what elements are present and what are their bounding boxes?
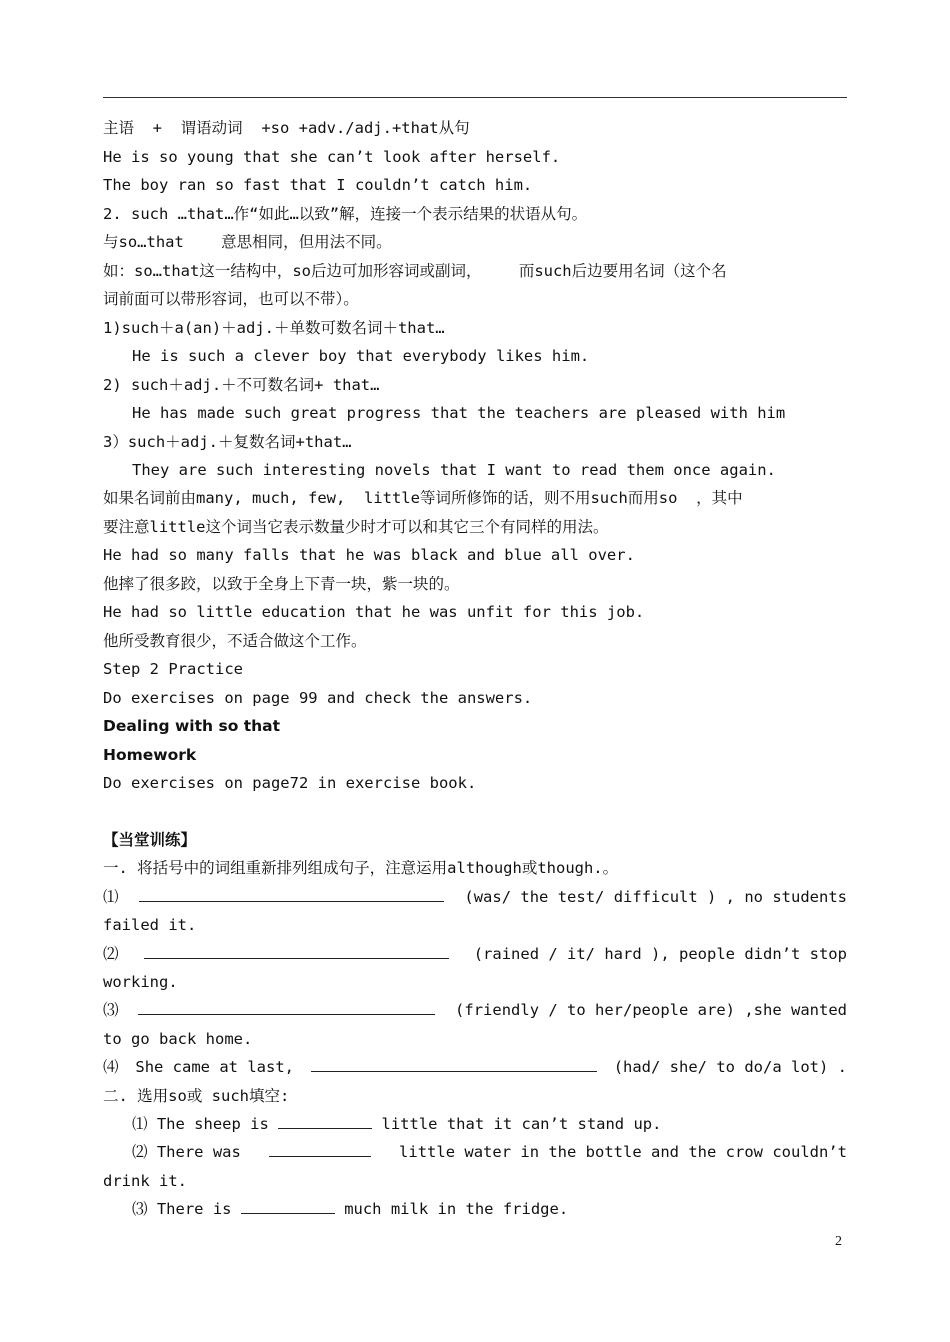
step-heading: Step 2 Practice <box>103 660 243 678</box>
translation-text: 他摔了很多跤，以致于全身上下青一块，紫一块的。 <box>103 575 460 593</box>
item-text: little water in the bottle and the crow couldn’t <box>399 1143 847 1161</box>
rule-text: 如：so…that这一结构中，so后边可加形容词或副词， 而such后边要用名词（这个名 <box>103 262 727 280</box>
item-number: ⑶ <box>103 1001 119 1019</box>
item-text: little that it can’t stand up. <box>381 1115 662 1133</box>
item-text: ⑵ There was <box>132 1143 241 1161</box>
example-sentence: He is such a clever boy that everybody likes him. <box>132 347 590 365</box>
pattern-line: 3）such＋adj.＋复数名词+that… <box>103 433 352 451</box>
rule-text: 词前面可以带形容词，也可以不带）。 <box>103 290 359 308</box>
item-text: (had/ she/ to do/a lot) . <box>613 1058 847 1076</box>
answer-blank[interactable] <box>139 887 444 902</box>
exercise-2-item-3 <box>132 1199 847 1219</box>
rule-text: 如果名词前由many, much, few, little等词所修饰的话，则不用such而用so ，其中 <box>103 489 743 507</box>
item-continuation: to go back home. <box>103 1030 253 1048</box>
homework-text: Do exercises on page72 in exercise book. <box>103 774 477 792</box>
exercise-1-item-4 <box>103 1057 847 1077</box>
example-sentence: The boy ran so fast that I couldn’t catch him. <box>103 176 533 194</box>
homework-heading: Homework <box>103 746 197 764</box>
item-text: (rained / it/ hard ), people didn’t stop <box>473 945 847 963</box>
exercise-1-item-1 <box>103 887 847 907</box>
practice-heading: 【当堂训练】 <box>103 831 197 849</box>
formula-line: 主语 + 谓语动词 +so +adv./adj.+that从句 <box>103 119 470 137</box>
item-text: ⑴ The sheep is <box>132 1115 269 1133</box>
translation-text: 他所受教育很少，不适合做这个工作。 <box>103 632 367 650</box>
item-number: ⑴ <box>103 888 119 906</box>
pattern-line: 1)such＋a(an)＋adj.＋单数可数名词＋that… <box>103 319 445 337</box>
answer-blank[interactable] <box>241 1199 335 1214</box>
item-number: ⑷ <box>103 1058 119 1076</box>
example-sentence: He is so young that she can’t look after herself. <box>103 148 561 166</box>
exercise-2-item-2 <box>132 1142 847 1162</box>
page-number: 2 <box>835 1234 842 1249</box>
item-continuation: failed it. <box>103 916 197 934</box>
item-continuation: drink it. <box>103 1172 187 1190</box>
example-sentence: He has made such great progress that the teachers are pleased with him <box>132 404 786 422</box>
exercise-2-title: 二. 选用so或 such填空: <box>103 1087 290 1105</box>
answer-blank[interactable] <box>311 1057 597 1072</box>
exercise-1-title: 一. 将括号中的词组重新排列组成句子，注意运用although或though.。 <box>103 859 619 877</box>
example-sentence: He had so many falls that he was black and blue all over. <box>103 546 635 564</box>
item-text: She came at last, <box>135 1058 294 1076</box>
answer-blank[interactable] <box>278 1114 372 1129</box>
exercise-1-item-2 <box>103 944 847 964</box>
item-text: much milk in the fridge. <box>344 1200 569 1218</box>
answer-blank[interactable] <box>138 1000 435 1015</box>
header-rule <box>103 97 847 98</box>
rule-text: 2. such …that…作“如此…以致”解，连接一个表示结果的状语从句。 <box>103 205 588 223</box>
item-text: ⑶ There is <box>132 1200 232 1218</box>
exercise-1-item-3 <box>103 1000 847 1020</box>
rule-text: 要注意little这个词当它表示数量少时才可以和其它三个有同样的用法。 <box>103 518 609 536</box>
item-text: (was/ the test/ difficult ) , no students <box>464 888 847 906</box>
instruction-text: Do exercises on page 99 and check the answers. <box>103 689 533 707</box>
example-sentence: They are such interesting novels that I want to read them once again. <box>132 461 776 479</box>
answer-blank[interactable] <box>269 1142 371 1157</box>
item-continuation: working. <box>103 973 178 991</box>
answer-blank[interactable] <box>144 944 449 959</box>
section-heading: Dealing with so that <box>103 717 281 735</box>
rule-text: 与so…that 意思相同，但用法不同。 <box>103 233 392 251</box>
pattern-line: 2) such＋adj.＋不可数名词+ that… <box>103 376 380 394</box>
example-sentence: He had so little education that he was unfit for this job. <box>103 603 645 621</box>
item-text: (friendly / to her/people are) ,she wanted <box>455 1001 847 1019</box>
exercise-2-item-1 <box>132 1114 847 1134</box>
item-number: ⑵ <box>103 945 119 963</box>
